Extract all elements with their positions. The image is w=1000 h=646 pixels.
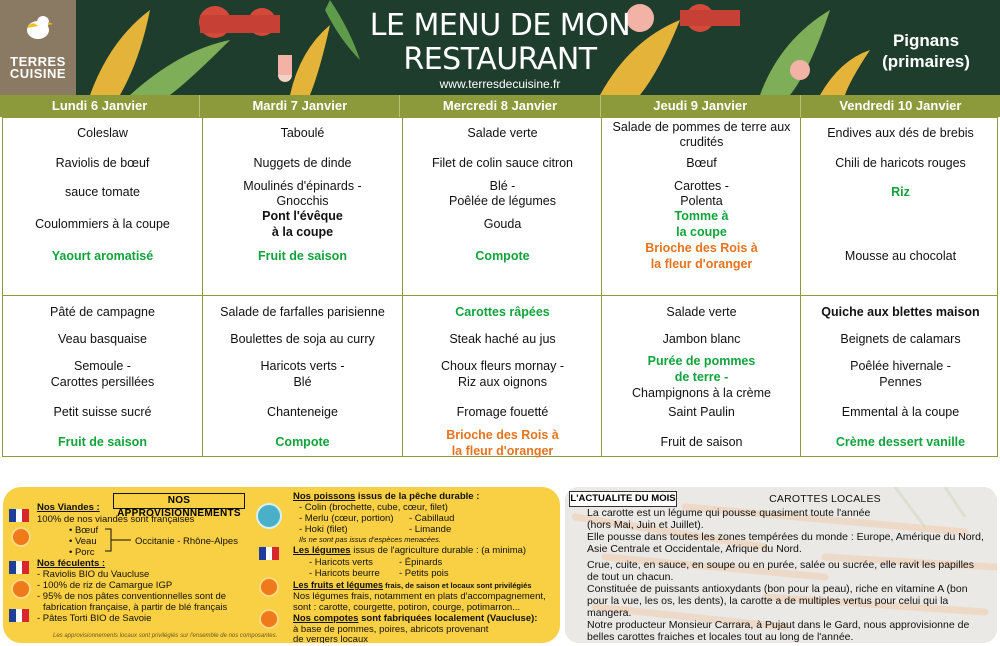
menu-item: Fruit de saison (660, 435, 743, 449)
viandes-item: • Porc (69, 547, 95, 558)
menu-item: Tomme à (674, 209, 729, 223)
menu-item: Boulettes de soja au curry (230, 332, 375, 346)
news-paragraph: (hors Mai, Juin et Juillet). (587, 519, 704, 531)
bird-icon (22, 12, 54, 44)
local-badge-icon (11, 579, 31, 599)
news-paragraph: La carotte est un légume qui pousse quasiment toute l'année (587, 507, 871, 519)
menu-item: Fromage fouetté (456, 405, 549, 419)
fruits-heading: Les fruits et légumes frais, de saison et locaux sont privilégiés (293, 580, 532, 590)
fruits-text: Nos légumes frais, notamment en plats d'accompagnement, (293, 591, 546, 602)
poissons-heading: Nos poissons issus de la pêche durable : (293, 491, 480, 502)
fruits-text: sont : carotte, courgette, potiron, courge, potimarron... (293, 602, 521, 613)
news-paragraph: Elle pousse dans toutes les zones tempérées du monde : Europe, Amérique du Nord, (587, 531, 984, 543)
compotes-text: de vergers locaux (293, 634, 368, 643)
menu-item: Salade verte (467, 126, 538, 140)
news-title: CAROTTES LOCALES (769, 493, 881, 505)
menu-item: Blé - (489, 179, 516, 193)
menu-item: Fruit de saison (258, 249, 347, 263)
poissons-item: - Merlu (cœur, portion) (299, 513, 394, 524)
day-header-monday: Lundi 6 Janvier (0, 95, 200, 117)
viandes-item: • Veau (69, 536, 97, 547)
header-banner (0, 0, 1000, 95)
menu-item: Filet de colin sauce citron (431, 156, 574, 170)
day-header-friday: Vendredi 10 Janvier (839, 98, 962, 113)
viandes-heading: Nos Viandes : (37, 502, 100, 513)
menu-item: Carottes - (674, 179, 729, 193)
french-flag-icon (259, 547, 279, 560)
menu-item: Coulommiers à la coupe (35, 217, 170, 231)
news-paragraph: Crue, cuite, en sauce, en soupe ou en purée, salée ou sucrée, elle ravit les papilles (587, 559, 974, 571)
french-flag-icon (9, 609, 29, 622)
menu-item: la fleur d'oranger (650, 257, 753, 271)
compotes-heading: Nos compotes sont fabriquées localement (Vaucluse): (293, 613, 538, 624)
row-divider (3, 295, 997, 296)
menu-item: Carottes persillées (50, 375, 155, 389)
website-link[interactable]: www.terresdecuisine.fr (439, 77, 561, 91)
menu-item: Fruit de saison (58, 435, 147, 449)
news-paragraph: Notre producteur Monsieur Carrara, à Pujaut dans le Gard, nous approvisionne de (587, 619, 970, 631)
menu-item: de terre - (674, 370, 729, 384)
feculents-text: - Pâtes Torti BIO de Savoie (37, 613, 152, 624)
compotes-text: à base de pommes, poires, abricots provenant (293, 624, 489, 635)
menu-item: sauce tomate (64, 185, 141, 199)
menu-item: Moulinés d'épinards - (243, 179, 362, 193)
menu-item: Salade de farfalles parisienne (220, 305, 385, 319)
menu-item: Steak haché au jus (449, 332, 556, 346)
menu-item: Polenta (680, 194, 723, 208)
menu-item: Poêlée de légumes (448, 194, 557, 208)
french-flag-icon (9, 509, 29, 522)
local-badge-icon (259, 609, 279, 629)
menu-item: Gnocchis (276, 194, 329, 208)
menu-item: Semoule - (74, 359, 131, 373)
school-location: Pignans (primaires) (882, 31, 970, 71)
menu-item: Brioche des Rois à (645, 241, 758, 255)
days-header-row (0, 95, 1000, 117)
local-badge-icon (11, 527, 31, 547)
poissons-item: - Colin (brochette, cube, cœur, filet) (299, 502, 448, 513)
menu-item: Raviolis de bœuf (55, 156, 150, 170)
menu-item: Salade verte (666, 305, 737, 319)
menu-item: Veau basquaise (58, 332, 147, 346)
menu-item: à la coupe (271, 225, 334, 239)
legumes-item: - Petits pois (399, 568, 449, 579)
news-paragraph: Constituée de puissants antioxydants (bon pour la peau), riche en vitamine A (bon (587, 583, 968, 595)
poissons-note: Ils ne sont pas issus d'espèces menacées. (299, 535, 441, 544)
legumes-item: - Haricots beurre (309, 568, 380, 579)
menu-item: Coleslaw (77, 126, 128, 140)
menu-item: Pennes (879, 375, 922, 389)
feculents-heading: Nos féculents : (37, 558, 106, 569)
menu-item: Endives aux dés de brebis (827, 126, 974, 140)
menu-item: Brioche des Rois à (446, 428, 559, 442)
menu-item: Bœuf (686, 156, 717, 170)
day-header-wednesday: Mercredi 8 Janvier (400, 95, 600, 117)
logo[interactable] (0, 0, 76, 95)
legumes-heading: Les légumes issus de l'agriculture durable : (a minima) (293, 545, 527, 556)
menu-item: Pont l'évêque (262, 209, 343, 223)
poissons-item: - Limande (409, 524, 452, 535)
sustainable-fishing-icon (256, 503, 282, 529)
news-paragraph: de tout un chacun. (587, 571, 674, 583)
menu-grid (2, 117, 998, 457)
poissons-item: - Hoki (filet) (299, 524, 348, 535)
news-tag: L'ACTUALITE DU MOIS (569, 491, 677, 507)
news-paragraph: Asie Centrale et Occidentale, Afrique du Nord. (587, 543, 802, 555)
menu-item: Emmental à la coupe (841, 405, 960, 419)
menu-item: Nuggets de dinde (253, 156, 352, 170)
supply-panel (3, 487, 560, 643)
supply-footnote: Les approvisionnements locaux sont privilégiés sur l'ensemble de nos composantes. (53, 633, 278, 639)
viandes-item: • Bœuf (69, 525, 99, 536)
supply-title: NOS APPROVISIONNEMENTS (113, 493, 245, 509)
menu-item: Pâté de campagne (50, 305, 155, 319)
menu-item: Carottes râpées (455, 305, 550, 319)
menu-item: Poêlée hivernale - (850, 359, 951, 373)
news-paragraph: mangera. (587, 607, 632, 619)
menu-item: Compote (475, 249, 530, 263)
page-title-line-2: RESTAURANT (403, 42, 597, 77)
menu-item: Saint Paulin (668, 405, 735, 419)
menu-item: Crème dessert vanille (835, 435, 966, 449)
feculents-text: - 100% de riz de Camargue IGP (37, 580, 173, 591)
menu-item: Compote (275, 435, 330, 449)
french-flag-icon (9, 561, 29, 574)
poissons-item: - Cabillaud (409, 513, 455, 524)
menu-item: Mousse au chocolat (844, 249, 957, 263)
menu-item: Riz (891, 185, 910, 199)
menu-item: Salade de pommes de terre aux (612, 120, 791, 134)
feculents-text: - 95% de nos pâtes conventionnelles sont de (37, 591, 227, 602)
menu-item: Yaourt aromatisé (51, 249, 154, 263)
legumes-item: - Haricots verts (309, 557, 373, 568)
feculents-text: - Raviolis BIO du Vaucluse (37, 569, 150, 580)
news-paragraph: pour la vue, les os, les dents), la carotte a de multiples vertus pour celui qui la (587, 595, 949, 607)
news-panel (565, 487, 997, 643)
day-header-thursday: Jeudi 9 Janvier (601, 95, 801, 117)
viandes-region: Occitanie - Rhône-Alpes (135, 536, 238, 547)
menu-item: Beignets de calamars (840, 332, 961, 346)
menu-item: Choux fleurs mornay - (441, 359, 564, 373)
bracket-icon (103, 527, 133, 553)
page-title-line-1: LE MENU DE MON (369, 8, 631, 43)
menu-item: la coupe (676, 225, 727, 239)
menu-item: Petit suisse sucré (53, 405, 152, 419)
menu-item: Chili de haricots rouges (835, 156, 966, 170)
menu-item: Chanteneige (267, 405, 338, 419)
logo-text: TERRES CUISINE (9, 54, 67, 81)
viandes-text: 100% de nos viandes sont françaises (37, 514, 195, 525)
menu-item: Jambon blanc (662, 332, 741, 346)
menu-item: crudités (679, 135, 724, 149)
menu-item: la fleur d'oranger (451, 444, 554, 458)
menu-item: Quiche aux blettes maison (821, 305, 980, 319)
menu-item: Haricots verts - (260, 359, 345, 373)
menu-item: Gouda (483, 217, 522, 231)
feculents-text: fabrication française, à partir de blé français (43, 602, 228, 613)
menu-item: Riz aux oignons (458, 375, 547, 389)
menu-item: Blé (293, 375, 312, 389)
local-badge-icon (259, 577, 279, 597)
menu-item: Taboulé (280, 126, 325, 140)
news-paragraph: belles carottes fraiches et locales tout au long de l'année. (587, 631, 854, 643)
day-header-tuesday: Mardi 7 Janvier (200, 95, 400, 117)
legumes-item: - Épinards (399, 557, 443, 568)
menu-item: Champignons à la crème (632, 386, 771, 400)
menu-item: Purée de pommes (647, 354, 756, 368)
